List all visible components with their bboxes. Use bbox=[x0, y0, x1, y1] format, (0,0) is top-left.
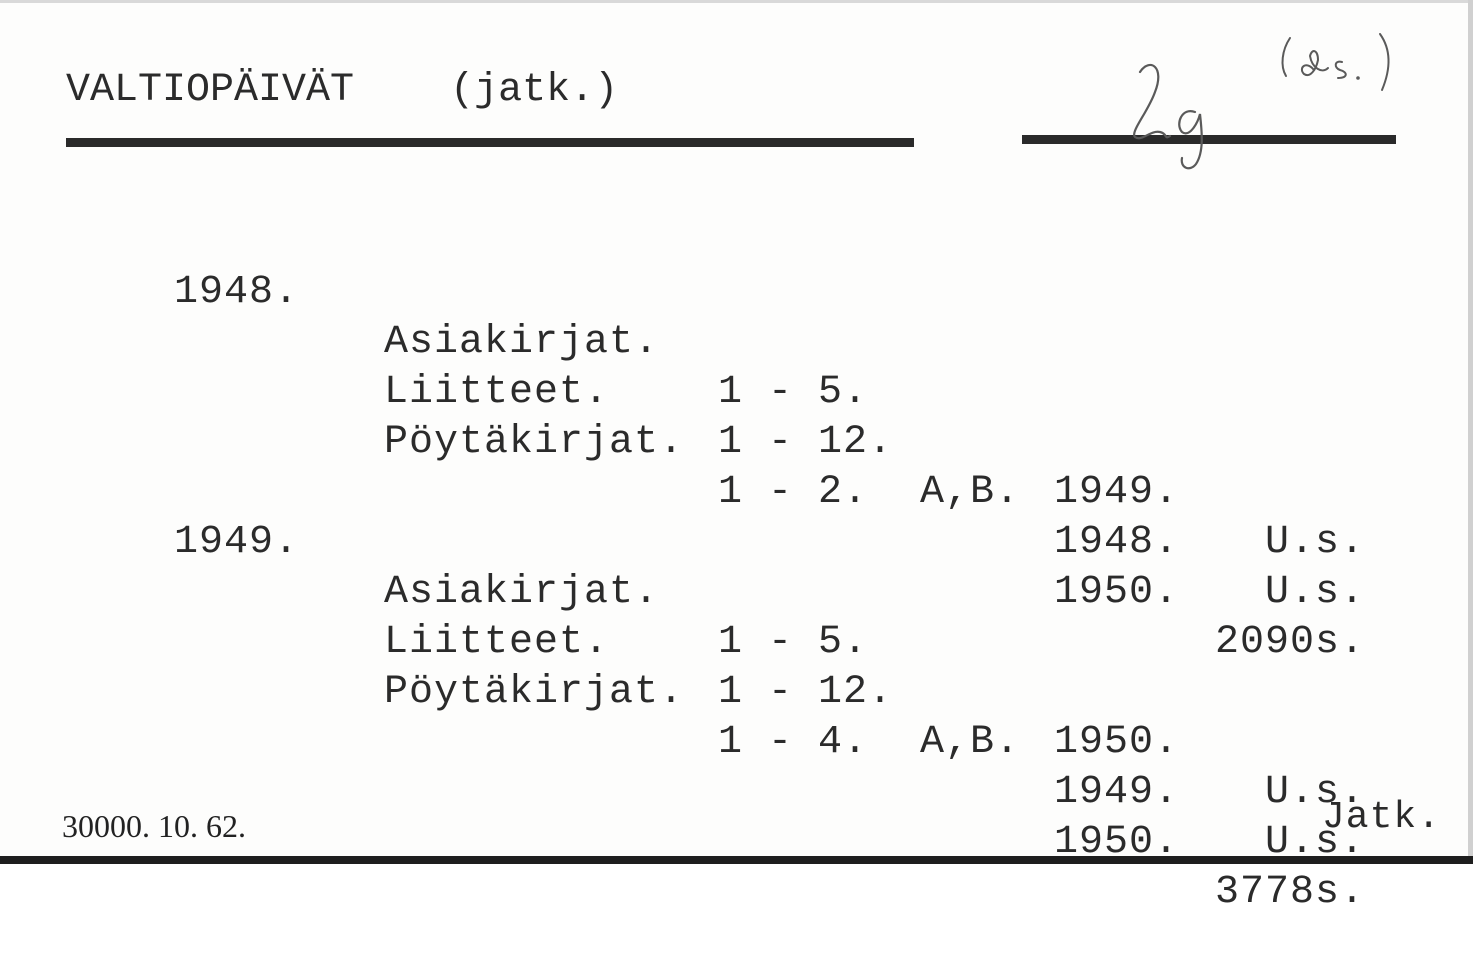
continued-label: Jatk. bbox=[1322, 796, 1442, 839]
entry-pub-year: 1950. bbox=[1054, 720, 1180, 765]
card-heading bbox=[66, 68, 618, 113]
entry-pub-year: 1950. bbox=[1054, 570, 1180, 615]
entry-range: 1 - 5. bbox=[718, 370, 869, 415]
print-code: 30000. 10. 62. bbox=[62, 808, 246, 844]
entry-range: 1 - 12. bbox=[718, 670, 894, 715]
heading-rule-left bbox=[66, 138, 914, 147]
entry-note: 2090s. bbox=[1214, 620, 1365, 665]
entry-pub-year: 1949. bbox=[1054, 470, 1180, 515]
entry-range: 1 - 12. bbox=[718, 420, 894, 465]
entry-note: U.s. bbox=[1264, 820, 1365, 865]
entry-range: 1 - 4. bbox=[718, 720, 869, 765]
handwritten-shelfmark bbox=[1120, 52, 1220, 182]
entry-group-1948 bbox=[0, 268, 1365, 665]
entry-pub-year: 1950. bbox=[1054, 820, 1180, 865]
entry-name: Pöytäkirjat. bbox=[384, 420, 685, 465]
card-top-edge bbox=[0, 0, 1473, 3]
entry-name: Asiakirjat. bbox=[384, 320, 660, 365]
entry-name: Liitteet. bbox=[384, 620, 610, 665]
entry-note: U.s. bbox=[1264, 770, 1365, 815]
entry-range: 1 - 5. bbox=[718, 620, 869, 665]
card-right-edge bbox=[1468, 0, 1473, 864]
entry-pub-year: 1948. bbox=[1054, 520, 1180, 565]
heading-title: VALTIOPÄIVÄT bbox=[66, 68, 355, 113]
group-year: 1949. bbox=[174, 520, 300, 565]
entry-extra: A,B. bbox=[920, 470, 1021, 515]
group-year: 1948. bbox=[174, 270, 300, 315]
entry-note: 3778s. bbox=[1214, 870, 1365, 915]
heading-continuation: (jatk.) bbox=[450, 68, 619, 113]
entry-pub-year: 1949. bbox=[1054, 770, 1180, 815]
entry-extra: A,B. bbox=[920, 720, 1021, 765]
entry-note: U.s. bbox=[1264, 520, 1365, 565]
entry-name: Asiakirjat. bbox=[384, 570, 660, 615]
handwritten-note bbox=[1276, 30, 1406, 110]
entry-note: U.s. bbox=[1264, 570, 1365, 615]
entry-name: Liitteet. bbox=[384, 370, 610, 415]
entry-range: 1 - 2. bbox=[718, 470, 869, 515]
entry-name: Pöytäkirjat. bbox=[384, 670, 685, 715]
